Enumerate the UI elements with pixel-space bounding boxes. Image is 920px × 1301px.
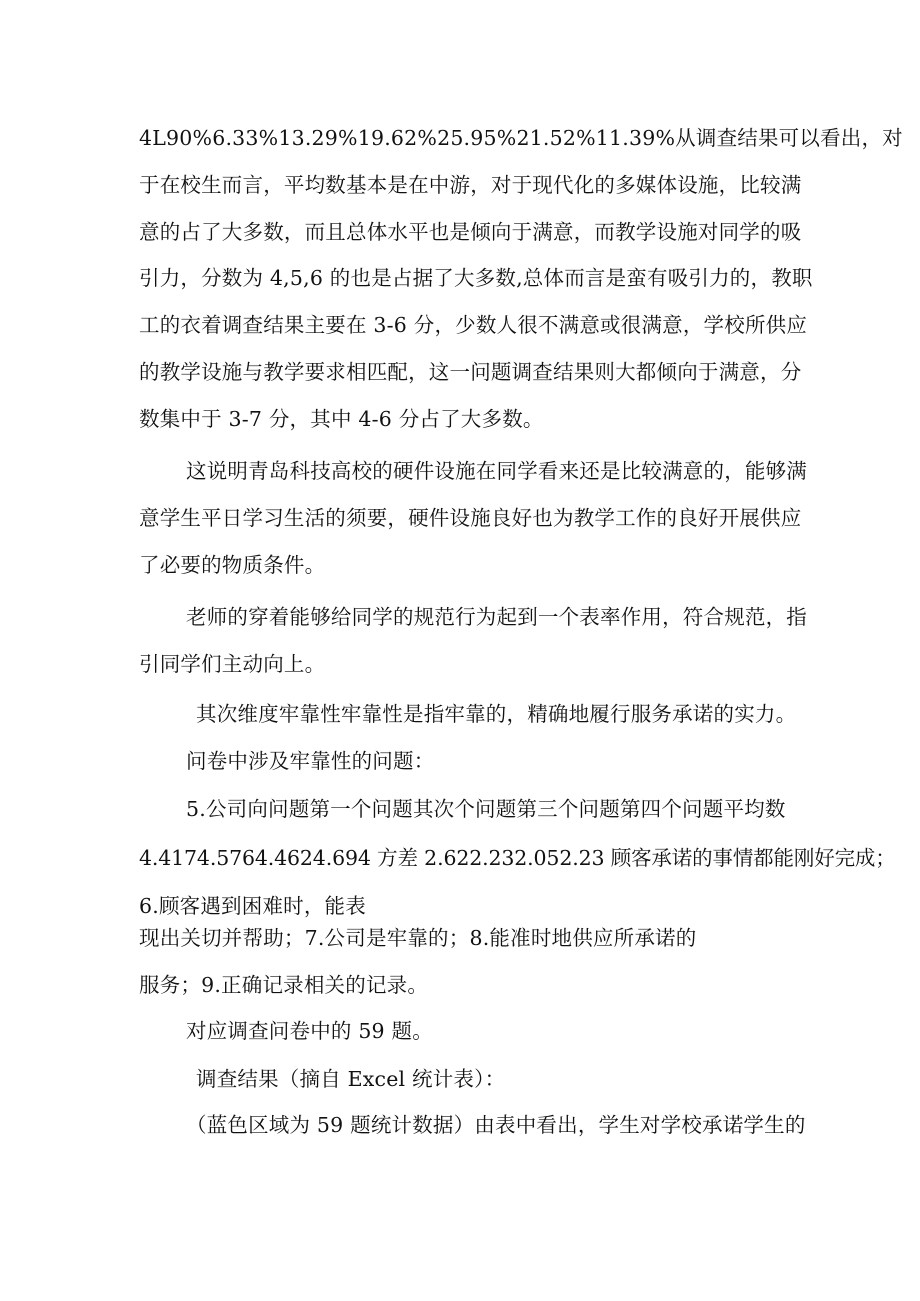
- paragraph-line: 引力，分数为 4,5,6 的也是占据了大多数,总体而言是蛮有吸引力的，教职: [139, 266, 813, 290]
- paragraph-line: 工的衣着调查结果主要在 3-6 分，少数人很不满意或很满意，学校所供应: [139, 313, 808, 337]
- paragraph-line: 了必要的物质条件。: [139, 553, 326, 577]
- paragraph-line: （蓝色区域为 59 题统计数据）由表中看出，学生对学校承诺学生的: [186, 1113, 806, 1137]
- paragraph-line: 这说明青岛科技高校的硬件设施在同学看来还是比较满意的，能够满: [186, 459, 807, 483]
- paragraph-line: 老师的穿着能够给同学的规范行为起到一个表率作用，符合规范，指: [186, 605, 807, 629]
- paragraph-line: 引同学们主动向上。: [139, 652, 326, 676]
- paragraph-line: 于在校生而言，平均数基本是在中游，对于现代化的多媒体设施，比较满: [139, 173, 802, 197]
- paragraph-line: 对应调查问卷中的 59 题。: [186, 1019, 433, 1043]
- paragraph-line: 数集中于 3-7 分，其中 4-6 分占了大多数。: [139, 407, 544, 431]
- paragraph-line: 5.公司向问题第一个问题其次个问题第三个问题第四个问题平均数: [186, 797, 786, 821]
- paragraph-line: 4L90%6.33%13.29%19.62%25.95%21.52%11.39%从调查结果可以看出，对: [139, 126, 903, 150]
- paragraph-line: 服务；9.正确记录相关的记录。: [139, 973, 429, 997]
- paragraph-line: 调查结果（摘自 Excel 统计表）：: [196, 1067, 506, 1091]
- paragraph-line: 其次维度牢靠性牢靠性是指牢靠的，精确地履行服务承诺的实力。: [196, 702, 797, 726]
- paragraph-line: 6.顾客遇到困难时，能表: [139, 894, 366, 918]
- paragraph-line: 现出关切并帮助；7.公司是牢靠的；8.能准时地供应所承诺的: [139, 926, 697, 950]
- paragraph-line: 问卷中涉及牢靠性的问题：: [186, 749, 435, 773]
- paragraph-line: 4.4174.5764.4624.694 方差 2.622.232.052.23 顾客承诺的事情都能刚好完成；: [139, 846, 896, 870]
- paragraph-line: 的教学设施与教学要求相匹配，这一问题调查结果则大都倾向于满意，分: [139, 360, 802, 384]
- paragraph-line: 意学生平日学习生活的须要，硬件设施良好也为教学工作的良好开展供应: [139, 506, 802, 530]
- paragraph-line: 意的占了大多数，而且总体水平也是倾向于满意，而教学设施对同学的吸: [139, 220, 802, 244]
